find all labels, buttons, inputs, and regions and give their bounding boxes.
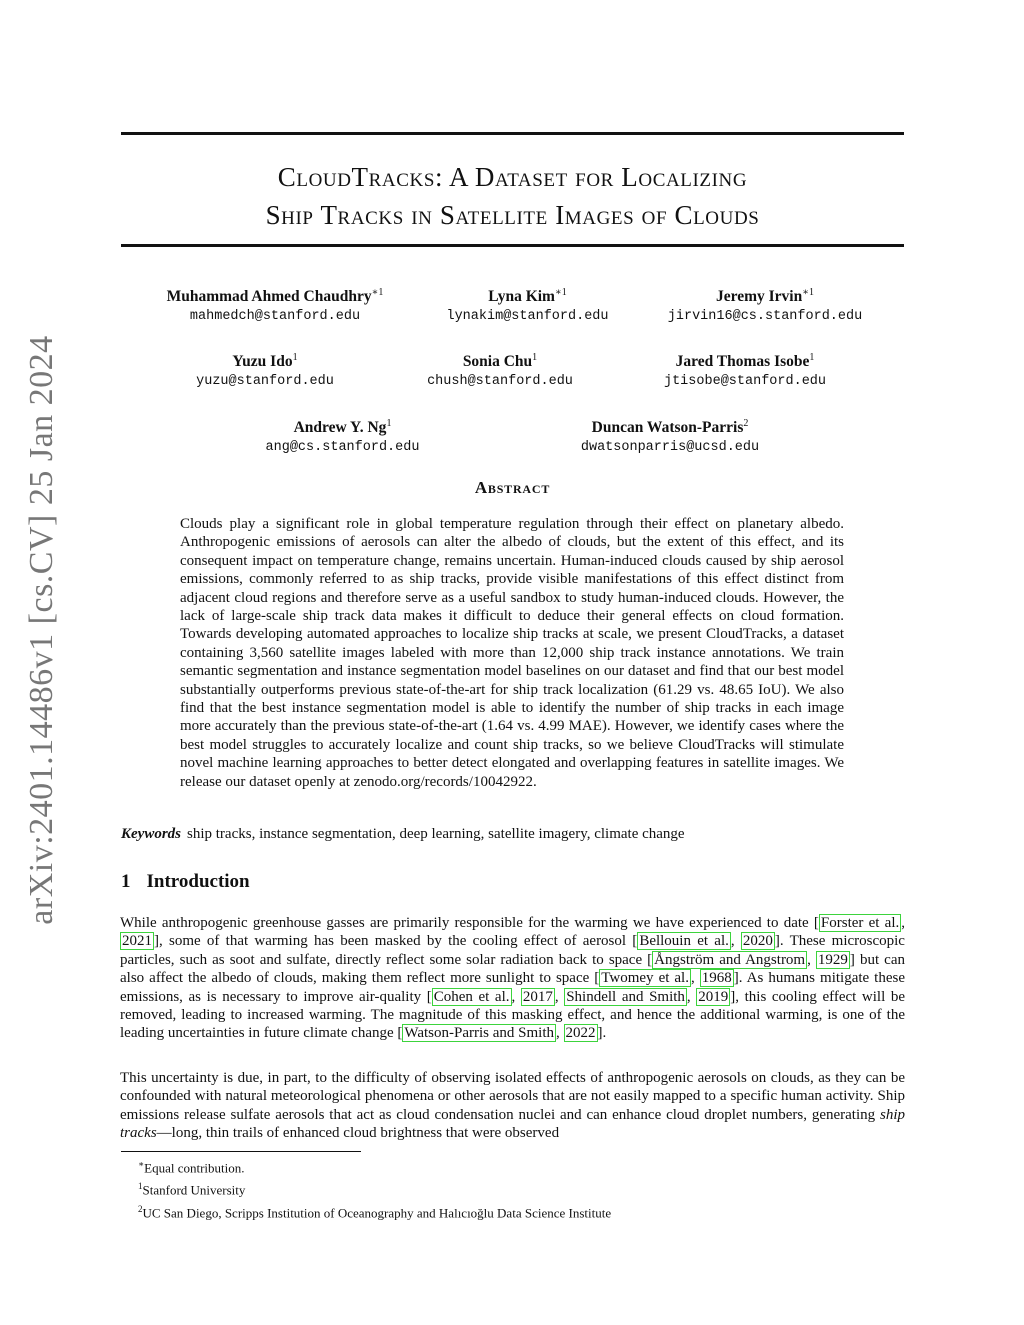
footnote-text: Equal contribution. xyxy=(144,1160,245,1176)
author-affiliation-mark: ∗1 xyxy=(371,287,384,298)
author-name: Lyna Kim xyxy=(488,288,555,306)
footnote-text: Stanford University xyxy=(142,1182,246,1198)
paper-title xyxy=(121,158,904,234)
footnote-text: UC San Diego, Scripps Institution of Oceanography and Halıcıoğlu Data Science Institute xyxy=(142,1204,612,1220)
paragraph-text: ], some of that warming has been masked by the cooling effect of aerosol [ xyxy=(154,933,638,950)
author-email[interactable]: dwatsonparris@ucsd.edu xyxy=(580,440,760,456)
author-email[interactable]: jtisobe@stanford.edu xyxy=(663,374,827,390)
section-heading xyxy=(121,871,250,893)
author-affiliation-mark: ∗1 xyxy=(554,287,567,298)
citation-link[interactable]: 2019 xyxy=(698,988,729,1005)
emphasis-text: ship tracks xyxy=(120,1106,905,1142)
citation-link[interactable]: 2021 xyxy=(122,933,152,950)
citation-link[interactable]: Shindell and Smith xyxy=(566,988,685,1005)
footnote xyxy=(138,1155,611,1177)
paragraph-text: ]. As humans mitigate these emissions, as is necessary to improve air-quality [ xyxy=(120,970,906,1005)
footnote xyxy=(138,1177,611,1199)
title-rule-top xyxy=(121,132,904,135)
author-name: Jeremy Irvin xyxy=(715,288,803,306)
section-number: 1 xyxy=(121,871,131,892)
author-affiliation-mark: ∗1 xyxy=(802,287,815,298)
paragraph-text: ] but can also affect the albedo of clouds, making them reflect more sunlight to space [ xyxy=(120,951,905,987)
intro-paragraph-1: While anthropogenic greenhouse gasses are primarily responsible for the warming we have experienced to date [ Forster et al. , 2021 ], some of that warming has been masked by the cooling effect of aerosol [ Bellouin et al. , 2020 ]. These microscopic particles, such as soot and sulfate, directly reflect some solar radiation back to space [ Ångström and Angstrom , 1929 ] but can also affect the albedo of clouds, making them reflect more sunlight to space [ Twomey et al. , 1968 ]. As humans mitigate these emissions, as is necessary to improve air-quality [ Cohen et al. , 2017 , Shindell and Smith , 2019 ], this cooling effect will be removed, leading to increased warming. The magnitude of this masking effect, and hence the additional warming, is one of the leading uncertainties in future climate change [ Watson-Parris and Smith , 2022 ]. xyxy=(120,915,906,1042)
citation-link[interactable]: Bellouin et al. xyxy=(639,933,729,950)
footnote-mark: 1 xyxy=(138,1181,143,1192)
title-rule-bottom xyxy=(121,244,904,247)
arxiv-sidebar xyxy=(22,300,62,960)
author-name: Yuzu Ido xyxy=(232,353,293,371)
footnote-rule xyxy=(121,1151,361,1152)
author-name: Muhammad Ahmed Chaudhry xyxy=(166,288,372,306)
author-email[interactable]: mahmedch@stanford.edu xyxy=(189,309,361,325)
author-block xyxy=(415,283,640,327)
author-email[interactable]: ang@cs.stanford.edu xyxy=(265,440,420,456)
paragraph-text: —long, thin trails of enhanced cloud brightness that were observed xyxy=(156,1125,560,1142)
keywords-text: ship tracks, instance segmentation, deep learning, satellite imagery, climate change xyxy=(187,826,685,842)
title-line-2: Ship Tracks in Satellite Images of Clouds xyxy=(265,200,760,230)
author-block xyxy=(175,348,355,392)
footnotes xyxy=(138,1155,611,1222)
abstract-body: Clouds play a significant role in global temperature regulation through their effect on planetary albedo. Anthropogenic emissions of aerosols can alter the albedo of clouds, but the extent of this effect, and its consequent impact on temperature change, remains uncertain. Human-induced clouds caused by ship aerosol emissions, commonly referred to as ship tracks, provide visible manifestations of this effect distinct from adjacent cloud regions and therefore serve as a useful sandbox to study human-induced clouds. However, the lack of large-scale ship track data makes it difficult to deduce their general effects on cloud formation. Towards developing automated approaches to localize ship tracks at scale, we present CloudTracks, a dataset containing 3,560 satellite images labeled with more than 12,000 ship track instance annotations. We train semantic segmentation and instance segmentation model baselines on our dataset and find that our best model substantially outperforms previous state-of-the-art for ship track localization (61.29 vs. 48.65 IoU). We also find that the best instance segmentation model is able to identify the number of ship tracks in each image more accurately than the previous state-of-the-art (1.64 vs. 4.99 MAE). However, we identify cases where the best model struggles to accurately localize and count ship tracks, so we believe CloudTracks will stimulate novel machine learning approaches to better detect elongated and overlapping features in satellite images. We release our dataset openly at zenodo.org/records/10042922. xyxy=(180,516,844,790)
intro-paragraph-2 xyxy=(120,1069,905,1143)
citation-link[interactable]: Watson-Parris and Smith xyxy=(404,1025,555,1042)
paragraph-text: ], this cooling effect will be removed, leading to increased warming. The magnitude of this masking effect, and hence the additional warming, is one of the leading uncertainties in future climate change [ xyxy=(120,988,906,1042)
citation-link[interactable]: Forster et al. xyxy=(820,915,900,931)
author-block xyxy=(150,283,400,327)
paragraph-text: ]. These microscopic particles, such as soot and sulfate, directly reflect some solar radiation back to space [ xyxy=(120,933,905,968)
author-block xyxy=(560,414,780,458)
author-affiliation-mark: 1 xyxy=(532,352,538,363)
abstract-heading: Abstract xyxy=(474,478,551,497)
arxiv-identifier: arXiv:2401.14486v1 [cs.CV] 25 Jan 2024 xyxy=(23,335,60,925)
author-name: Sonia Chu xyxy=(462,353,533,371)
citation-link[interactable]: 2017 xyxy=(522,988,553,1005)
citation-link[interactable]: 2020 xyxy=(742,933,773,950)
citation-link[interactable]: Cohen et al. xyxy=(433,988,510,1005)
author-block xyxy=(240,414,445,458)
citation-link[interactable]: 1968 xyxy=(701,970,732,987)
author-affiliation-mark: 1 xyxy=(386,418,392,429)
author-affiliation-mark: 2 xyxy=(743,418,749,429)
author-name: Duncan Watson-Parris xyxy=(591,419,744,437)
author-email[interactable]: jirvin16@cs.stanford.edu xyxy=(667,309,863,325)
author-name: Andrew Y. Ng xyxy=(293,419,387,437)
author-affiliation-mark: 1 xyxy=(809,352,815,363)
author-block xyxy=(410,348,590,392)
keywords-label: Keywords xyxy=(121,826,181,842)
title-line-1: CloudTracks: A Dataset for Localizing xyxy=(277,162,748,192)
citation-link[interactable]: Ångström and Angstrom xyxy=(654,951,806,968)
author-block xyxy=(650,283,880,327)
author-email[interactable]: yuzu@stanford.edu xyxy=(196,374,334,390)
paragraph-text: While anthropogenic greenhouse gasses are primarily responsible for the warming we have experienced to date [ xyxy=(120,915,819,931)
author-name: Jared Thomas Isobe xyxy=(675,353,810,371)
author-email[interactable]: lynakim@stanford.edu xyxy=(446,309,609,325)
author-email[interactable]: chush@stanford.edu xyxy=(427,374,573,390)
footnote-mark: ∗ xyxy=(138,1159,145,1169)
section-title: Introduction xyxy=(146,871,250,892)
keywords-line xyxy=(121,826,904,843)
paragraph-text: ]. xyxy=(597,1025,607,1042)
paragraph-text: This uncertainty is due, in part, to the difficulty of observing isolated effects of anthropogenic aerosols on clouds, as they can be confounded with natural meteorological phenomena or other aerosols that are not easily mapped to a specific human activity. Ship emissions release sulfate aerosols that act as cloud condensation nuclei and can enhance cloud droplet numbers, generating xyxy=(120,1070,905,1123)
citation-link[interactable]: 1929 xyxy=(817,951,848,968)
footnote xyxy=(138,1200,611,1222)
author-affiliation-mark: 1 xyxy=(292,352,298,363)
citation-link[interactable]: Twomey et al. xyxy=(601,970,689,987)
footnote-mark: 2 xyxy=(138,1203,143,1214)
author-block xyxy=(645,348,845,392)
citation-link[interactable]: 2022 xyxy=(565,1025,596,1042)
